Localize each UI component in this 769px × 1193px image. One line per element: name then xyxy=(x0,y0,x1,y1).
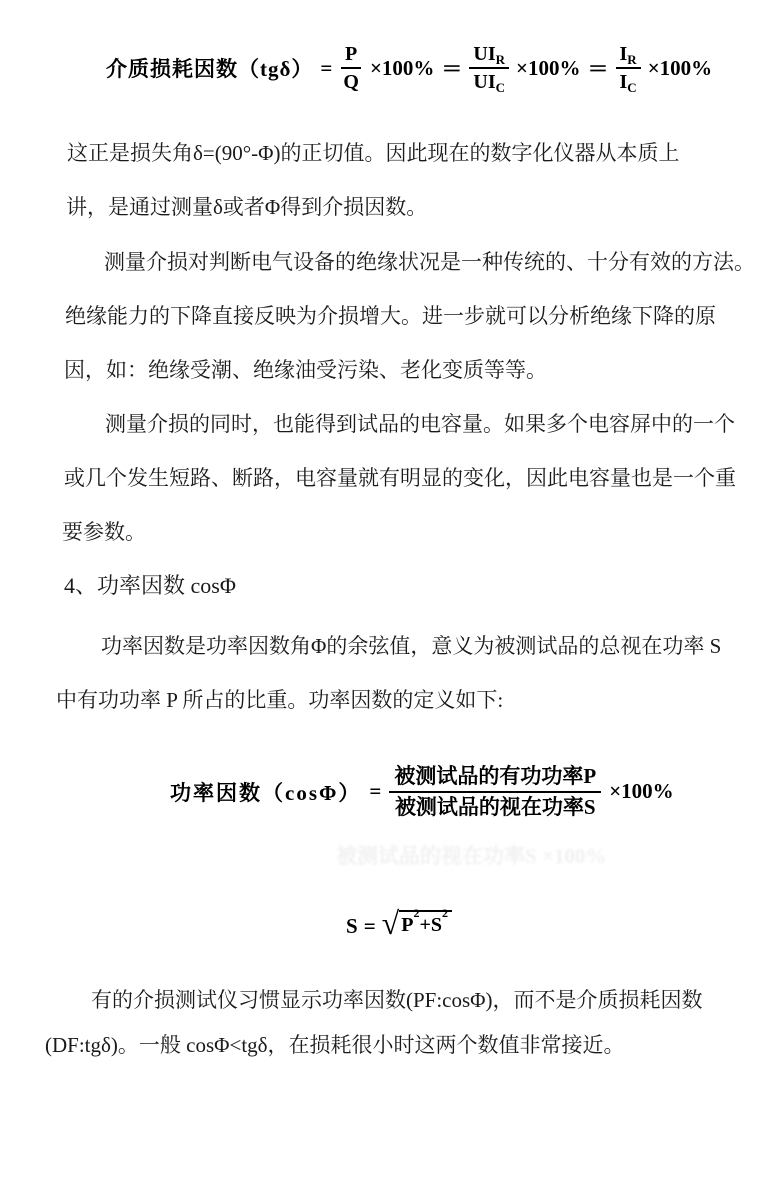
fraction-numerator: 被测试品的有功功率P xyxy=(389,763,601,793)
fraction-numerator: $UI_R$ xyxy=(469,42,509,69)
fraction-ir-over-ic xyxy=(616,42,641,94)
paragraph2-line3: 因，如：绝缘受潮、绝缘油受污染、老化变质等等。 xyxy=(64,358,547,382)
paragraph4-line2: 中有功功率 P 所占的比重。功率因数的定义如下: xyxy=(56,688,504,712)
paragraph3-line2: 或几个发生短路、断路，电容量就有明显的变化，因此电容量也是一个重 xyxy=(64,466,736,490)
subscript: R xyxy=(495,52,506,67)
paragraph5-line1: 有的介损测试仪习惯显示功率因数(PF:cosΦ)，而不是介质损耗因数 xyxy=(91,988,703,1012)
paragraph1-line2: 讲，是通过测量δ或者Φ得到介损因数。 xyxy=(66,195,428,219)
square-root xyxy=(381,905,452,942)
paragraph2-line1: 测量介损对判断电气设备的绝缘状况是一种传统的、十分有效的方法。 xyxy=(104,250,755,274)
formula-label: 功率因数（cosΦ） xyxy=(170,780,362,805)
paragraph2-line2: 绝缘能力的下降直接反映为介损增大。进一步就可以分析绝缘下降的原 xyxy=(65,304,716,328)
radicand: $P^2+S^2$ xyxy=(399,910,452,937)
paragraph1-line1: 这正是损失角δ=(90°-Φ)的正切值。因此现在的数字化仪器从本质上 xyxy=(67,141,680,165)
equals-sign: = xyxy=(320,55,333,80)
fraction-uir-over-uic xyxy=(469,42,509,94)
fraction-numerator: P xyxy=(341,42,361,69)
fraction-numerator: $I_R$ xyxy=(616,42,641,69)
fraction-denominator: Q xyxy=(343,71,359,93)
formula-dielectric-loss-factor xyxy=(106,42,712,94)
formula-power-factor xyxy=(170,763,674,821)
fraction-denominator: $UI_C$ xyxy=(473,71,506,95)
fraction-denominator: 被测试品的视在功率S xyxy=(394,795,596,820)
times-100-percent: ×100% xyxy=(516,55,581,80)
superscript: 2 xyxy=(413,906,420,921)
paragraph3-line1: 测量介损的同时，也能得到试品的电容量。如果多个电容屏中的一个 xyxy=(105,412,735,436)
paragraph5-line2: (DF:tgδ)。一般 cosΦ<tgδ，在损耗很小时这两个数值非常接近。 xyxy=(45,1033,625,1057)
formula-apparent-power xyxy=(346,905,452,942)
subscript: C xyxy=(627,80,637,95)
times-100-percent: ×100% xyxy=(369,55,435,80)
equals-sign: = xyxy=(369,779,382,804)
section-heading: 4、功率因数 cosΦ xyxy=(64,573,236,598)
fraction-p-over-q xyxy=(339,42,363,94)
equals-sign: ＝ xyxy=(587,57,609,81)
times-100-percent: ×100% xyxy=(609,779,674,804)
fraction-denominator: $I_C$ xyxy=(619,71,637,95)
superscript: 2 xyxy=(441,906,448,921)
paragraph3-line3: 要参数。 xyxy=(62,520,146,544)
paragraph4-line1: 功率因数是功率因数角Φ的余弦值，意义为被测试品的总视在功率 S xyxy=(101,634,722,658)
formula-lhs: S xyxy=(346,913,358,938)
equals-sign: = xyxy=(363,913,376,938)
radical-sign: √ xyxy=(381,905,400,941)
times-100-percent: ×100% xyxy=(647,55,713,80)
fraction-active-over-apparent-power xyxy=(389,763,601,821)
subscript: R xyxy=(627,52,637,67)
scan-ghost-artifact: 被测试品的视在功率S ×100% xyxy=(336,844,607,868)
equals-sign: ＝ xyxy=(441,57,463,81)
subscript: C xyxy=(495,80,506,95)
formula-label: 介质损耗因数（tgδ） xyxy=(106,57,314,81)
